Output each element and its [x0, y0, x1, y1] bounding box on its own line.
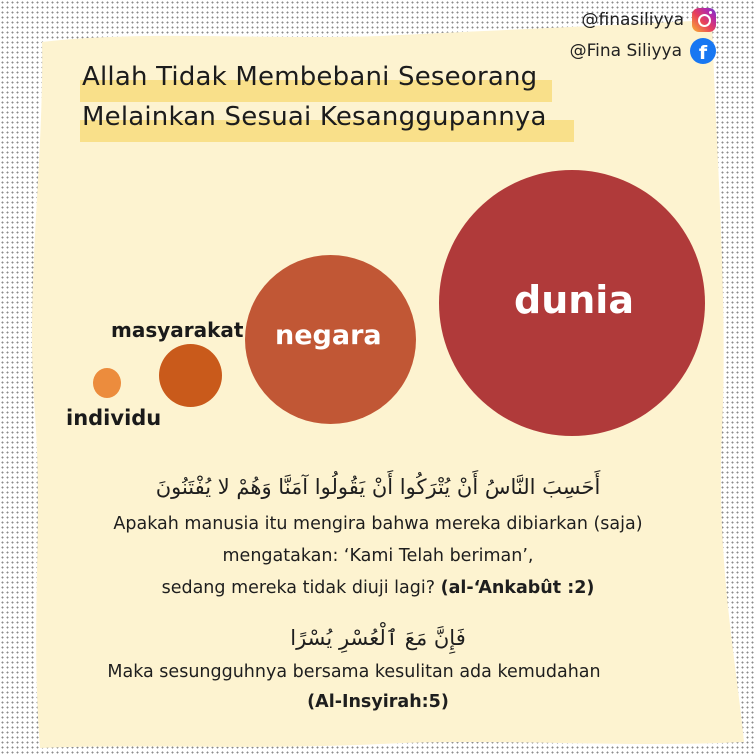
verse1-line3-row: [0, 578, 756, 598]
instagram-handle-row[interactable]: [582, 8, 716, 32]
label-individu: individu: [66, 406, 162, 430]
circle-masyarakat: [159, 344, 222, 407]
instagram-handle: @finasiliyya: [581, 10, 684, 30]
title-text-1: Allah Tidak Membebani Seseorang: [82, 62, 538, 92]
verse1-line1: Apakah manusia itu mengira bahwa mereka dibiarkan (saja): [113, 514, 643, 534]
title-line-2: [82, 102, 547, 142]
instagram-icon: [692, 8, 716, 32]
facebook-icon: f: [690, 38, 716, 64]
label-masyarakat: masyarakat: [111, 318, 244, 342]
verse2-arabic: فَإِنَّ مَعَ ٱلْعُسْرِ يُسْرًا: [290, 626, 466, 650]
title-line-1: [82, 62, 547, 102]
verse1-line2: mengatakan: ‘Kami Telah beriman’,: [222, 546, 534, 566]
verse1-reference: (al-‘Ankabût :2): [440, 578, 595, 598]
title-text-2: Melainkan Sesuai Kesanggupannya: [82, 102, 547, 132]
facebook-handle-row[interactable]: [570, 38, 716, 64]
verse1-arabic: أَحَسِبَ النَّاسُ أَنْ يُتْرَكُوا أَنْ يَقُولُوا آمَنَّا وَهُمْ لا يُفْتَنُونَ: [155, 475, 601, 499]
label-negara: negara: [275, 320, 382, 351]
verse2-translation: Maka sesungguhnya bersama kesulitan ada kemudahan: [107, 662, 601, 682]
circle-individu: [93, 368, 121, 398]
facebook-handle: @Fina Siliyya: [569, 41, 682, 61]
verse1-line3: sedang mereka tidak diuji lagi?: [161, 578, 436, 598]
label-dunia: dunia: [514, 278, 634, 322]
title: [82, 62, 547, 142]
verse2-reference: (Al-Insyirah:5): [307, 692, 449, 712]
